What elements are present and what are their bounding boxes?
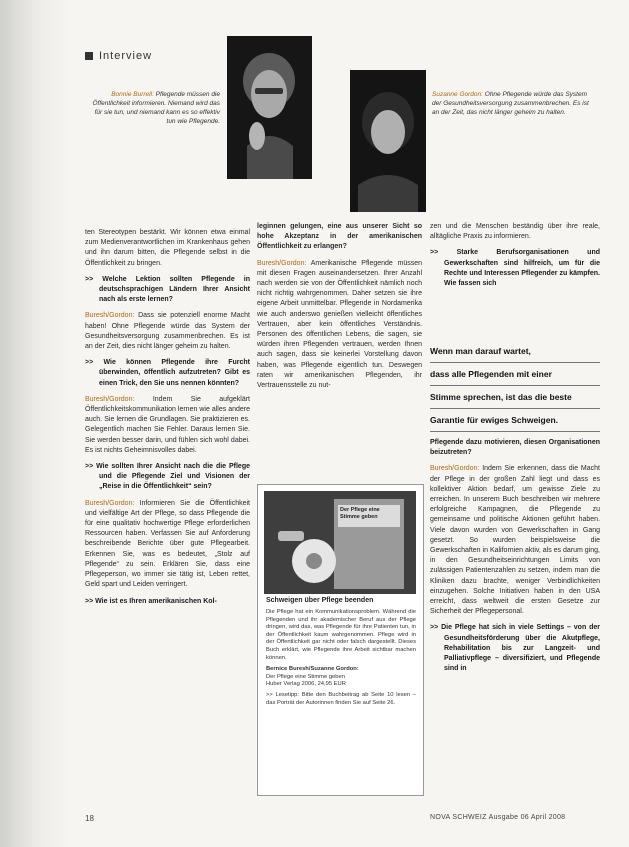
paragraph: ten Stereotypen bestärkt. Wir können etwa einmal zum Medienverantwortlichen im Krankenhaus gehen und ihn darum bitten, die Pflegende selbst in die Öffentlichkeit zu bringen. <box>85 229 250 267</box>
answer: Buresh/Gordon: Dass sie potenziell enorme Macht haben! Ohne Pflegende würde das System der Gesundheitsversorgung zusammenbrechen. Es ist an der Zeit, dies nicht länger geheim zu halten. <box>85 312 250 351</box>
book-cover-title: Der Pflege eine Stimme geben <box>340 507 380 520</box>
book-publisher: Huber Verlag 2006, 24,95 EUR <box>266 681 346 688</box>
question: >> Wie ist es Ihren amerikanischen Kol- <box>85 597 217 605</box>
photo-buresh <box>227 36 312 179</box>
book-note: >> Lesetipp: Bitte den Buchbeitrag ab Seite 10 lesen – das Porträt der Autorinnen finden Sie auf Seite 26. <box>266 691 417 706</box>
binding-shadow <box>0 0 70 847</box>
caption-left <box>85 90 220 126</box>
column-3-lower <box>430 438 600 680</box>
column-2 <box>257 222 422 397</box>
question: >> Starke Berufsorganisationen und Gewerkschaften sind hilfreich, um für die Rechte und Interessen Pflegender zu kämpfen. Wie fassen sich <box>430 249 600 288</box>
caption-left-text: Pflegende müssen die Öffentlichkeit informieren. Niemand wird das für sie tun, und niemand kann es so effektiv tun wie Pflegende. <box>92 91 220 125</box>
question-continued: Pflegende dazu motivieren, diesen Organisationen beizutreten? <box>430 439 600 457</box>
question: >> Welche Lektion sollten Pflegende in deutschsprachigen Ländern Ihrer Ansicht nach als erste lernen? <box>85 275 251 304</box>
question: >> Die Pflege hat sich in viele Settings – von der Gesundheitsförderung über die Akutpflege, Rehabilitation bis zur Langzeit- und Palliativpflege – diversifiziert, und Pflegende sind in <box>430 624 601 673</box>
section-title: Interview <box>99 50 153 62</box>
caption-right-speaker: Suzanne Gordon: <box>432 91 483 98</box>
pull-quote <box>430 340 600 432</box>
book-cover-image <box>264 491 416 594</box>
book-recommendation-box <box>257 484 424 796</box>
portrait-image <box>350 70 426 212</box>
answer: Buresh/Gordon: Indem Sie erkennen, dass die Macht der Pflege in der großen Zahl liegt und dass es kollektiver Aktion bedarf, um gewisse Ziele zu erreichen. In unserem Buch beschreiben wir mehrere erfolgreiche Kampagnen, die Pflegende zu gemeinsame und politische Aktionen geführt haben. Viele davon wurden von Gewerkschaften in Gang gesetzt. So wurden beispielsweise die Gewerkschaften in Kalifornien aktiv, als es darum ging, in den Gesundheitseinrichtungen Limits von zulässigen Patientenzahlen zu setzen, indem man die Kliniken dazu brachte, weniger Verbindlichkeiten einzugehen. Solche Initiativen haben in den USA erreicht, dass weltweit die ersten Gesetze zur Sicherheit der Pflegepersonal. <box>430 465 600 616</box>
column-1 <box>85 228 250 613</box>
pull-quote-line: Stimme sprechen, ist das die beste <box>430 386 600 409</box>
section-label <box>85 50 152 62</box>
pull-quote-line: Wenn man darauf wartet, <box>430 340 600 363</box>
book-author: Bernice Buresh/Suzanne Gordon: <box>266 666 359 673</box>
answer: Buresh/Gordon: Amerikanische Pflegende müssen mit diesen Fragen auseinandersetzen. Ihrer Anzahl nach werden sie von der Öffentlichkeit nämlich noch nicht richtig wahrgenommen. Daher setzen sie ihre eigene Arbeit unmittelbar. Pflegende in Nordamerika wie auch anderswo genießen vielleicht öffentliches Vertrauen, aber kein öffentliches Verständnis. Personen des öffentlichen Lebens, die sagen, sie würden ihren Pflegenden vertrauen, werden Ihnen auch sagen, dass sie keinerlei Vorstellung davon haben, was Pflegende eigentlich tun. Deswegen raten wir amerikanischen Pflegenden, ihr Vertrauensstelle zu nut- <box>257 259 423 390</box>
question: >> Wie können Pflegende ihre Furcht überwinden, öffentlich aufzutreten? Gibt es einen Trick, den Sie uns nennen könnten? <box>85 359 251 387</box>
pull-quote-line: Garantie für ewiges Schweigen. <box>430 409 600 432</box>
photo-gordon <box>350 70 426 212</box>
pull-quote-line: dass alle Pflegenden mit einer <box>430 363 600 386</box>
caption-right-text: Ohne Pflegende würde das System der Gesundheitsversorgung zusammenbrechen. Es ist an der Zeit, das nicht länger geheim zu halten. <box>432 91 589 116</box>
question-continued: leginnen gelungen, eine aus unserer Sicht so hohe Akzeptanz in der amerikanischen Öffentlichkeit zu erlangen? <box>257 223 422 251</box>
magazine-footer: NOVA SCHWEIZ Ausgabe 06 April 2008 <box>430 814 566 821</box>
book-box-heading: Schweigen über Pflege beenden <box>266 597 374 604</box>
paragraph: zen und die Menschen beständig über ihre reale, alltägliche Praxis zu informieren. <box>430 223 600 241</box>
question: >> Wie sollten Ihrer Ansicht nach die die Pflege und die Pflegende Ziel und Visionen der „Reise in die Öffentlichkeit“ sein? <box>85 463 250 491</box>
caption-right <box>432 90 592 117</box>
column-3 <box>430 222 600 295</box>
page-number: 18 <box>85 814 94 823</box>
answer: Buresh/Gordon: Indem Sie aufgeklärt Öffentlichkeitskommunikation lernen wie alles andere auch. Sie lernen die Grundlagen. Sie praktizieren es. Gelegentlich machen Sie Fehler. Daraus lernen Sie. Sie werden besser darin, und fühlen sich wohl dabei. Es ist nichts Geheimnisvolles dabei. <box>85 395 250 454</box>
book-description: Die Pflege hat ein Kommunikationsproblem. Während die Pflegenden und ihr akademischer Beruf aus der Pflege dringen, wird das, was Pflegende für ihre Patienten tun, in der Öffentlichkeit kaum wahrgenommen. Pflege wird in der Öffentlichkeit gar nicht oder falsch dargestellt. Dieses Buch erklärt, wie Pflegende ihre Arbeit sichtbar machen können. <box>266 609 416 661</box>
portrait-image <box>227 36 312 179</box>
answer: Buresh/Gordon: Informieren Sie die Öffentlichkeit und vielfältige Art der Pflege, so dass Pflegende die für eine qualitativ hochwertige Pflege erforderlichen Ressourcen haben. Verfassen Sie auf Anforderung beschreibende Berichte über gute Pflegearbeit. Erkennen Sie, was es bedeutet, „Stolz auf Pflegende“ zu sein. Erklären Sie, dass eine Pflegeperson, wo immer sie tätig ist, Leben rettet, Geld spart und Leiden verringert. <box>85 499 250 589</box>
square-bullet-icon <box>85 52 93 60</box>
book-box-text <box>266 609 416 707</box>
caption-left-speaker: Bonnie Burrell: <box>111 91 154 98</box>
book-title: Der Pflege eine Stimme geben <box>266 673 345 680</box>
